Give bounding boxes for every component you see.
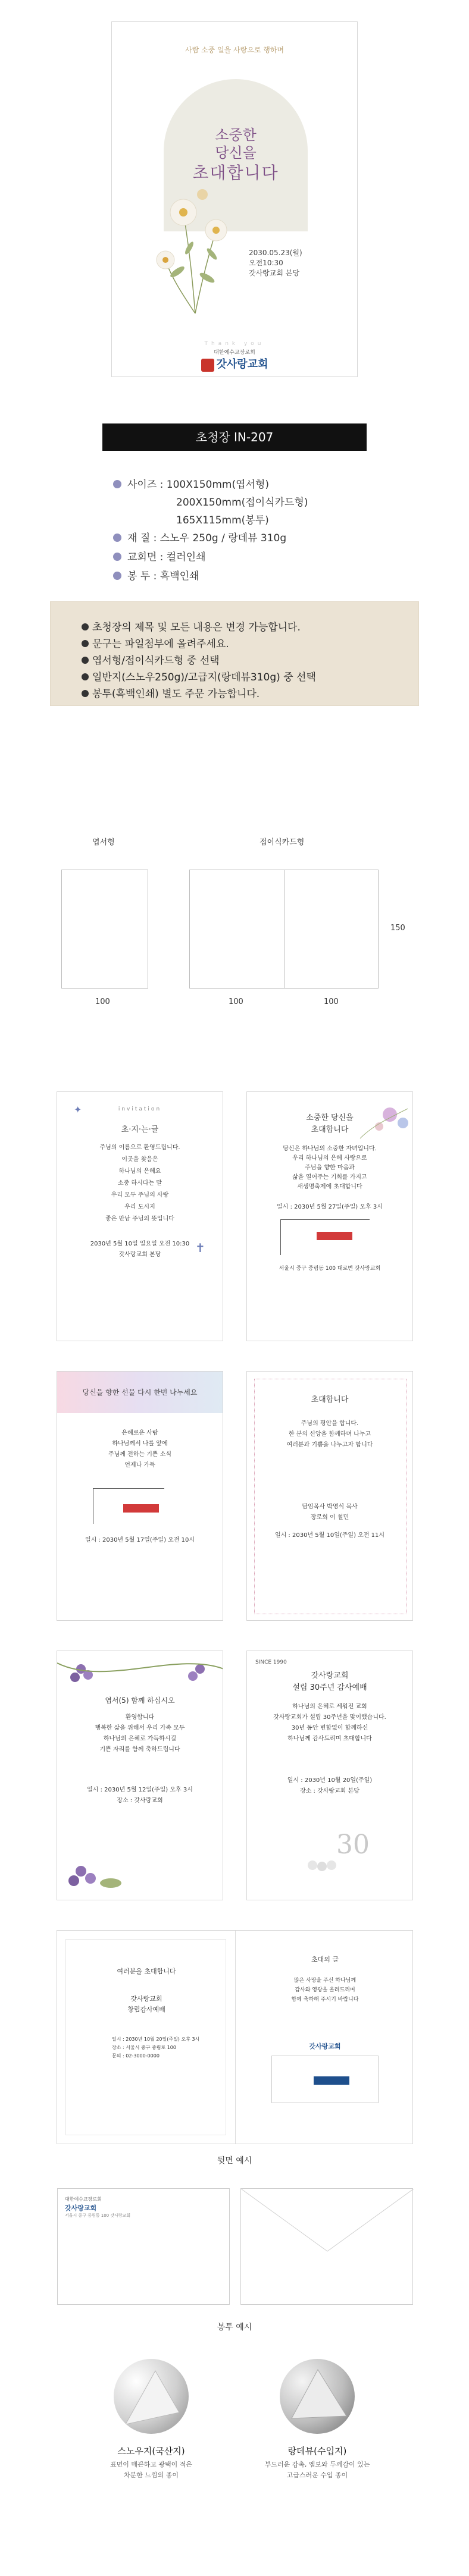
bullet-icon: [113, 553, 121, 561]
cross-icon: ✝: [195, 1241, 205, 1255]
snow-paper-desc-2: 차분한 느낌의 종이: [123, 2471, 179, 2479]
map-marker: [314, 2076, 349, 2085]
bullet-icon: [82, 673, 89, 680]
card4-who-2: 장로회 이 철민: [310, 1514, 349, 1521]
bullet-icon: [113, 572, 121, 580]
card1-body-5: 우리 모두 주님의 사랑: [111, 1192, 169, 1198]
example-card-7: [57, 1930, 413, 2144]
card2-body-1: 당신은 하나님의 소중한 자녀입니다.: [283, 1146, 377, 1152]
card1-date: 2030년 5월 10일 일요일 오전 10:30: [90, 1241, 190, 1247]
card1-body-6: 우리 도시지: [124, 1204, 155, 1210]
card1-body-7: 좋은 만남 주님의 뜻입니다: [105, 1216, 174, 1222]
card5-body-1: 환영합니다: [125, 1714, 155, 1721]
bullet-icon: [82, 690, 89, 697]
card6-body-3: 30년 동안 변함없이 함께하신: [291, 1725, 368, 1731]
notice-line: 엽서형/접이식카드형 중 선택: [82, 652, 220, 667]
card4-body-2: 한 분의 신앙을 함께하며 나누고: [288, 1431, 371, 1438]
star-icon: ✦: [74, 1104, 82, 1115]
postcard-label: 엽서형: [92, 838, 115, 847]
church-denomination: 대한예수교장로회: [214, 350, 255, 356]
card2-body-5: 새생명축제에 초대합니다: [297, 1184, 362, 1190]
card7-left-title: 여러분을 초대합니다: [117, 1968, 176, 1975]
card4-body-1: 주님의 평안을 합니다.: [301, 1420, 359, 1427]
example-card-1: [57, 1091, 223, 1341]
notice-line: 문구는 파일첨부에 올려주세요.: [82, 635, 229, 650]
card7-left-name1: 갓사랑교회: [130, 1995, 162, 2003]
postcard-width: 100: [95, 997, 110, 1006]
example-card-4: [246, 1371, 413, 1621]
card2-title-2: 초대합니다: [311, 1125, 349, 1134]
bullet-icon: [82, 640, 89, 647]
hero-date: 2030.05.23(월): [249, 249, 302, 257]
card5-body-4: 기쁜 자리를 함께 축하드립니다: [99, 1746, 180, 1753]
card2-date: 일시 : 2030년 5월 27일(주일) 오후 3시: [277, 1204, 383, 1210]
hero-time: 오전10:30: [249, 259, 283, 267]
card7-right-body-2: 감사와 영광을 올려드리며: [295, 1987, 355, 1993]
hero-title-line3: 초대합니다: [192, 163, 279, 183]
card7-left-info: 일시 : 2030년 10월 20일(주일) 오후 3시 장소 : 서울시 중구 중림로 100 문의 : 02-3000-0000: [112, 2037, 200, 2059]
map-marker: [123, 1504, 159, 1513]
church-name: 갓사랑교회: [216, 358, 268, 371]
back-example-caption: 뒷면 예시: [217, 2156, 252, 2166]
card4-who-1: 담임목사 박영식 목사: [302, 1504, 358, 1510]
rendezvous-paper-sample: [280, 2359, 355, 2434]
envelope-flap-icon: [241, 2189, 414, 2305]
card4-title: 초대합니다: [311, 1395, 349, 1404]
spec-size-envelope: 165X115mm(봉투): [176, 514, 269, 526]
card2-title-1: 소중한 당신을: [306, 1113, 354, 1122]
example-card-6: [246, 1651, 413, 1900]
card5-body-3: 하나님의 은혜로 가득하시길: [103, 1736, 177, 1742]
card2-body-2: 우리 하나님의 은혜 사랑으로: [292, 1155, 367, 1162]
card1-head: invitation: [118, 1106, 162, 1112]
card7-right-church: 갓사랑교회: [309, 2042, 341, 2050]
spec-material: 재 질 : 스노우 250g / 랑데뷰 310g: [113, 529, 286, 544]
pearls-icon: [304, 1853, 352, 1877]
card3-body-4: 언제나 가득: [124, 1462, 155, 1469]
spec-envelope: 봉 투 : 흑백인쇄: [113, 567, 199, 582]
postcard-shape: [61, 870, 148, 989]
card4-date: 일시 : 2030년 5월 10일(주일) 오전 11시: [274, 1532, 385, 1539]
envelope-church-name: 갓사랑교회: [65, 2204, 97, 2212]
card1-title: 초·지·는·글: [121, 1125, 159, 1134]
card3-date: 일시 : 2030년 5월 17일(주일) 오전 10시: [85, 1537, 195, 1543]
card6-body-4: 하나님께 감사드리며 초대합니다: [287, 1736, 372, 1742]
folding-height: 150: [390, 924, 405, 933]
card2-body-3: 주님을 향한 마음과: [305, 1165, 355, 1171]
card6-since: SINCE 1990: [255, 1659, 287, 1665]
product-title: 초청장 IN-207: [102, 423, 367, 451]
card5-title: 엽서(5) 함께 하십시오: [105, 1696, 175, 1705]
notice-box: [50, 601, 419, 706]
card7-map: [271, 2056, 379, 2103]
hero-card: [111, 21, 358, 377]
spec-size: 사이즈 : 100X150mm(엽서형): [113, 476, 269, 491]
card1-body-3: 하나님의 은혜요: [118, 1168, 161, 1175]
flower-illustration: [148, 159, 243, 319]
card7-left-name2: 창립감사예배: [127, 2006, 165, 2013]
envelope-back: [240, 2188, 413, 2305]
card6-date: 일시 : 2030년 10월 20일(주일): [287, 1777, 373, 1784]
rendezvous-paper-name: 랑데뷰(수입지): [287, 2446, 347, 2456]
card6-body-1: 하나님의 은혜로 세워진 교회: [292, 1703, 367, 1710]
envelope-address: 서울시 중구 중림동 100 갓사랑교회: [65, 2213, 131, 2218]
card6-place: 장소 : 갓사랑교회 본당: [300, 1788, 359, 1794]
map-marker: [317, 1232, 352, 1240]
envelope-front: [57, 2188, 230, 2305]
card3-map: [93, 1488, 164, 1524]
envelope-caption: 봉투 예시: [217, 2323, 252, 2332]
rendezvous-paper-desc-2: 고급스러운 수입 종이: [286, 2471, 348, 2479]
card3-title: 당신을 향한 선물 다시 한번 나누세요: [82, 1388, 198, 1397]
spec-church-side: 교회면 : 컬러인쇄: [113, 548, 206, 563]
snow-paper-name: 스노우지(국산지): [117, 2446, 185, 2456]
rendezvous-paper-desc-1: 부드러운 감촉, 엠보와 두께감이 있는: [264, 2461, 370, 2468]
card2-address: 서울시 중구 중림동 100 대로변 갓사랑교회: [279, 1266, 381, 1272]
card5-place: 장소 : 갓사랑교회: [117, 1797, 163, 1804]
bullet-icon: [113, 534, 121, 542]
hero-title-line2: 당신을: [215, 145, 257, 161]
card1-place: 갓사랑교회 본당: [118, 1251, 161, 1258]
church-mark-icon: [201, 359, 214, 372]
hero-event-info: [249, 248, 302, 278]
paper-fold-icon: [280, 2359, 355, 2434]
spec-size-folding: 200X150mm(접이식카드형): [176, 497, 308, 509]
hero-place: 갓사랑교회 본당: [249, 269, 299, 277]
card5-date: 일시 : 2030년 5월 12일(주일) 오후 3시: [87, 1787, 193, 1793]
card3-body-3: 주님께 전하는 기쁜 소식: [108, 1451, 172, 1458]
card1-body-2: 이곳을 찾음은: [121, 1156, 158, 1163]
card1-body-1: 주님의 이름으로 환영드립니다.: [99, 1144, 180, 1151]
card7-right-body-3: 함께 축하해 주시기 바랍니다: [291, 1997, 359, 2003]
card4-border: [254, 1379, 407, 1614]
snow-paper-desc-1: 표면이 매끈하고 광택이 적은: [110, 2461, 192, 2468]
card4-body-3: 여러분과 기쁨을 나누고자 합니다: [286, 1442, 373, 1448]
paper-fold-icon: [114, 2359, 189, 2434]
notice-line: 초청장의 제목 및 모든 내용은 변경 가능합니다.: [82, 619, 301, 633]
card2-body-4: 삶을 열어주는 기회를 가지고: [292, 1174, 367, 1181]
hero-top-line: 사람 소중 일을 사랑으로 행하며: [185, 46, 284, 54]
bullet-icon: [113, 480, 121, 488]
hero-footer-script: Thank you: [204, 341, 265, 347]
card2-map: [280, 1219, 370, 1255]
example-card-3: [57, 1371, 223, 1621]
card6-title-1: 갓사랑교회: [311, 1671, 349, 1680]
card7-right-title: 초대의 글: [311, 1956, 339, 1963]
church-logo: [112, 348, 357, 372]
grape-vine-bottom-icon: [57, 1847, 223, 1900]
notice-line: 봉투(흑백인쇄) 별도 주문 가능합니다.: [82, 685, 259, 700]
envelope-church-sub: 대한예수교장로회: [65, 2197, 102, 2202]
card5-body-2: 행복한 삶을 위해서 우리 가족 모두: [95, 1725, 185, 1731]
card3-body-1: 은혜로운 사람: [121, 1430, 158, 1436]
snow-paper-sample: [114, 2359, 189, 2434]
notice-line: 일반지(스노우250g)/고급지(랑데뷰310g) 중 선택: [82, 669, 316, 683]
card6-title-2: 설립 30주년 감사예배: [292, 1683, 367, 1692]
example-card-2: [246, 1091, 413, 1341]
card1-body-4: 소중 하시다는 말: [118, 1180, 162, 1187]
card3-body-2: 하나님께서 나를 앞에: [112, 1441, 168, 1447]
card6-badge: 30: [336, 1830, 370, 1860]
bullet-icon: [82, 623, 89, 630]
card6-body-2: 갓사랑교회가 설립 30주년을 맞이했습니다.: [273, 1714, 386, 1721]
folding-width-left: 100: [229, 997, 243, 1006]
example-card-5: [57, 1651, 223, 1900]
folding-width-right: 100: [324, 997, 339, 1006]
bullet-icon: [82, 657, 89, 664]
card7-right-body-1: 많은 사랑을 주신 하나님께: [293, 1978, 357, 1984]
grape-vine-icon: [57, 1651, 223, 1693]
folding-label: 접이식카드형: [259, 838, 305, 847]
hero-title-line1: 소중한: [215, 127, 257, 143]
